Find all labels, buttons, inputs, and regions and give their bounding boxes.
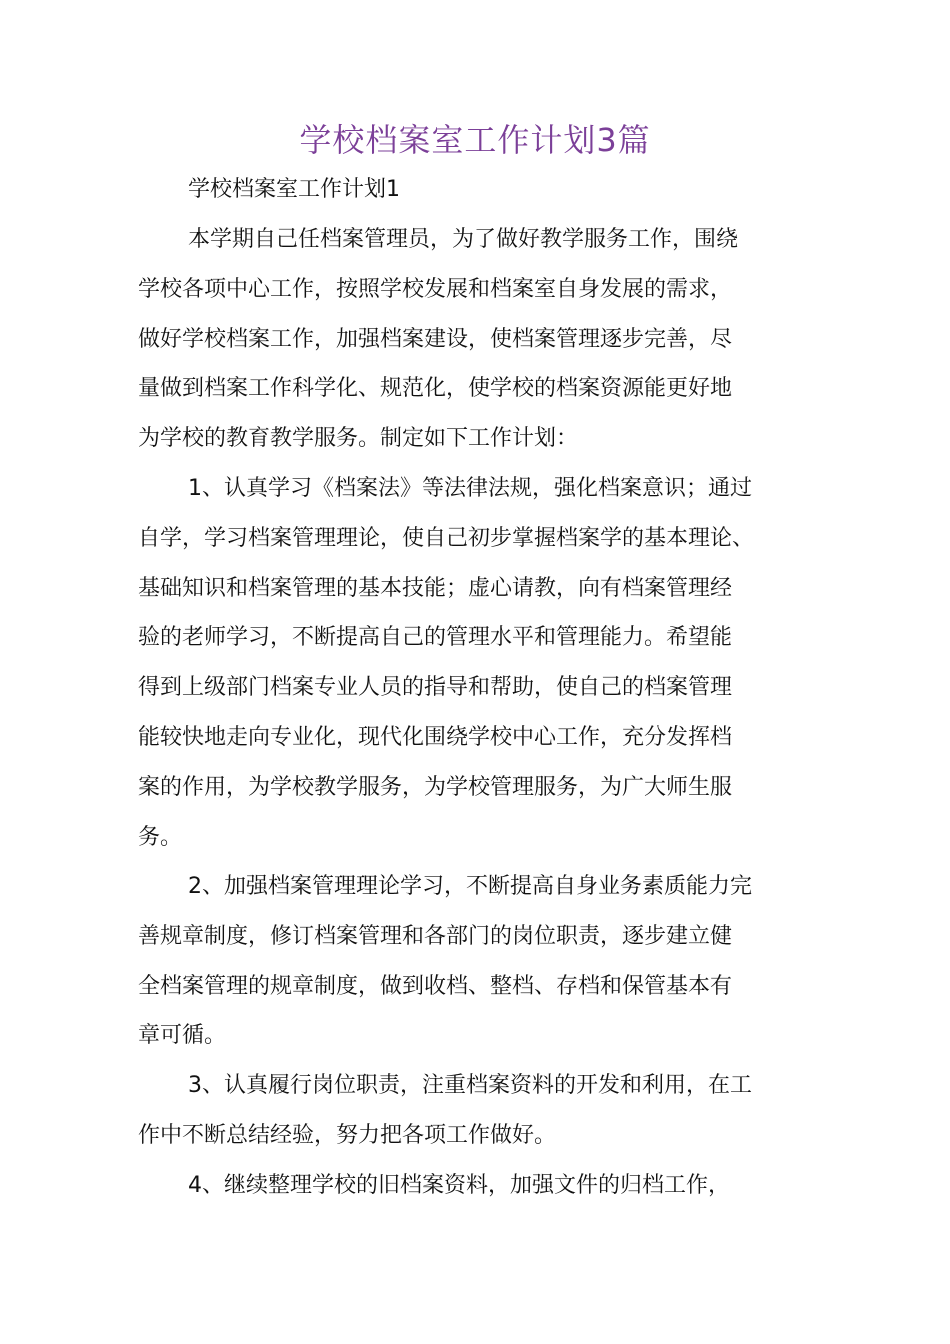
- paragraph-line: 务。: [138, 824, 183, 850]
- paragraph-line: 自学，学习档案管理理论，使自己初步掌握档案学的基本理论、: [138, 525, 755, 551]
- paragraph-line: 3、认真履行岗位职责，注重档案资料的开发和利用，在工: [188, 1073, 752, 1098]
- paragraph-item-1: [138, 464, 818, 862]
- paragraph-line: 量做到档案工作科学化、规范化，使学校的档案资源能更好地: [138, 376, 733, 402]
- paragraph-item-4: [138, 1161, 818, 1211]
- paragraph-line: 全档案管理的规章制度，做到收档、整档、存档和保管基本有: [138, 973, 733, 999]
- document-title: 学校档案室工作计划3篇: [299, 121, 651, 159]
- paragraph-line: 验的老师学习，不断提高自己的管理水平和管理能力。希望能: [138, 625, 733, 651]
- paragraph-item-2: [138, 862, 818, 1061]
- paragraph-line: 1、认真学习《档案法》等法律法规，强化档案意识；通过: [188, 476, 752, 501]
- paragraph-item-3: [138, 1061, 818, 1161]
- paragraph-line: 作中不断总结经验，努力把各项工作做好。: [138, 1122, 557, 1148]
- paragraph-line: 2、加强档案管理理论学习，不断提高自身业务素质能力完: [188, 874, 752, 899]
- paragraph-line: 为学校的教育教学服务。制定如下工作计划：: [138, 426, 579, 452]
- paragraph-line: 案的作用，为学校教学服务，为学校管理服务，为广大师生服: [138, 774, 733, 800]
- paragraph-line: 能较快地走向专业化，现代化围绕学校中心工作，充分发挥档: [138, 724, 733, 750]
- paragraph-line: 善规章制度，修订档案管理和各部门的岗位职责，逐步建立健: [138, 923, 733, 949]
- paragraph-intro: [138, 215, 818, 464]
- paragraph-line: 做好学校档案工作，加强档案建设，使档案管理逐步完善，尽: [138, 326, 733, 352]
- section-heading: 学校档案室工作计划1: [188, 177, 400, 202]
- paragraph-line: 章可循。: [138, 1023, 227, 1049]
- paragraph-line: 得到上级部门档案专业人员的指导和帮助，使自己的档案管理: [138, 675, 733, 701]
- paragraph-line: 基础知识和档案管理的基本技能；虚心请教，向有档案管理经: [138, 575, 733, 601]
- paragraph-line: 本学期自己任档案管理员，为了做好教学服务工作，围绕: [188, 227, 739, 252]
- paragraph-line: 学校各项中心工作，按照学校发展和档案室自身发展的需求，: [138, 276, 733, 302]
- paragraph-line: 4、继续整理学校的旧档案资料，加强文件的归档工作，: [188, 1173, 730, 1198]
